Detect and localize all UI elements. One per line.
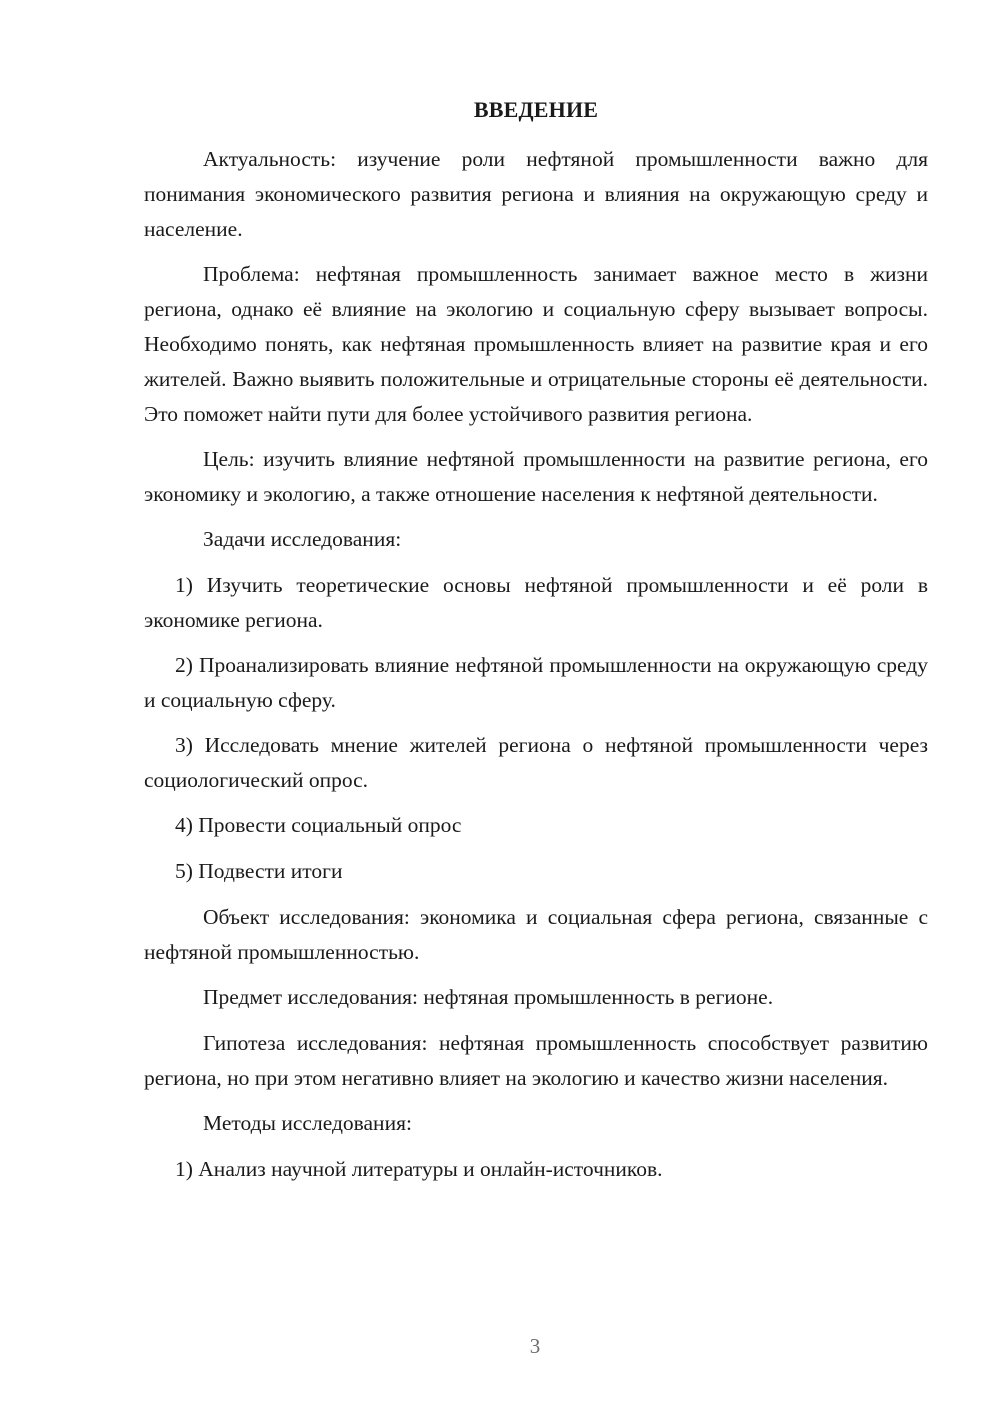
goal-paragraph: Цель: изучить влияние нефтяной промышленности на развитие региона, его экономику и экологию, а также отношение населения к нефтяной деятельности. xyxy=(144,447,928,506)
task-item: 3) Исследовать мнение жителей региона о нефтяной промышленности через социологический опрос. xyxy=(144,733,928,792)
task-item: 1) Изучить теоретические основы нефтяной промышленности и её роли в экономике региона. xyxy=(144,573,928,632)
object-paragraph: Объект исследования: экономика и социальная сфера региона, связанные с нефтяной промышленностью. xyxy=(144,905,928,964)
method-item: 1) Анализ научной литературы и онлайн-источников. xyxy=(175,1157,663,1181)
relevance-paragraph: Актуальность: изучение роли нефтяной промышленности важно для понимания экономического развития региона и влияния на окружающую среду и население. xyxy=(144,147,928,241)
task-item: 2) Проанализировать влияние нефтяной промышленности на окружающую среду и социальную сферу. xyxy=(144,653,928,712)
document-page xyxy=(144,96,928,1198)
tasks-heading: Задачи исследования: xyxy=(203,527,402,551)
task-item: 4) Провести социальный опрос xyxy=(175,813,462,837)
problem-paragraph: Проблема: нефтяная промышленность занимает важное место в жизни региона, однако её влияние на экологию и социальную сферу вызывает вопросы. Необходимо понять, как нефтяная промышленность влияет на развитие края и его жителей. Важно выявить положительные и отрицательные стороны её деятельности. Это поможет найти пути для более устойчивого развития региона. xyxy=(144,262,928,426)
task-item: 5) Подвести итоги xyxy=(175,859,343,883)
methods-heading: Методы исследования: xyxy=(203,1111,412,1135)
page-number: 3 xyxy=(529,1334,541,1358)
subject-paragraph: Предмет исследования: нефтяная промышленность в регионе. xyxy=(203,985,774,1009)
section-title: ВВЕДЕНИЕ xyxy=(473,97,599,122)
hypothesis-paragraph: Гипотеза исследования: нефтяная промышленность способствует развитию региона, но при этом негативно влияет на экологию и качество жизни населения. xyxy=(144,1031,928,1090)
